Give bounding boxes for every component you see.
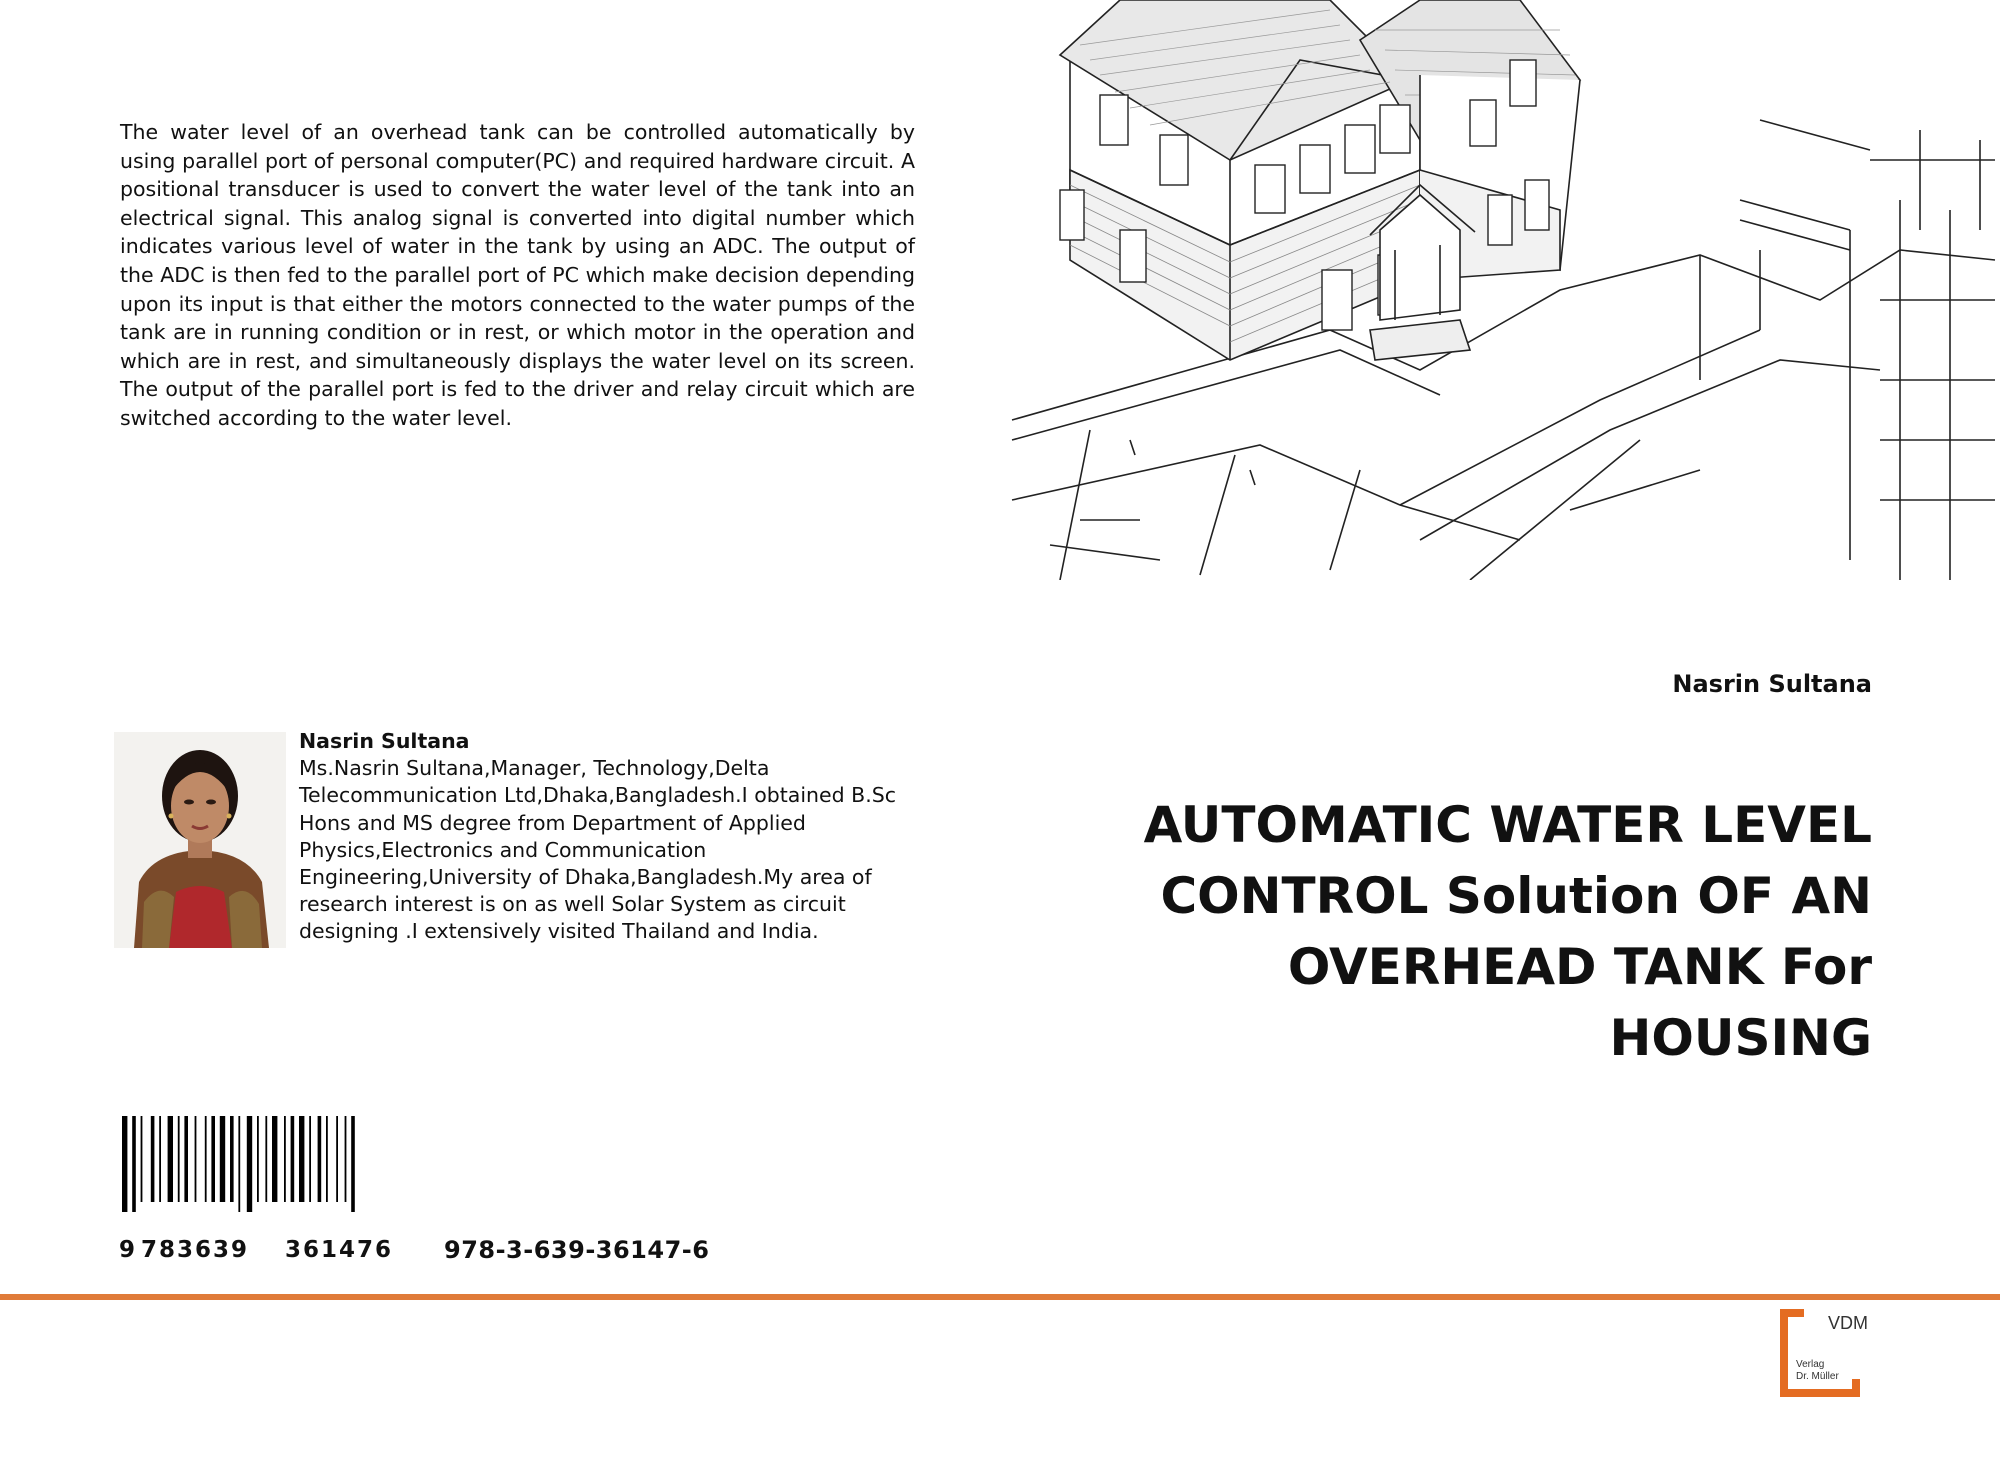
publisher-subtitle: [1796, 1359, 1839, 1383]
back-cover: [0, 0, 1000, 1300]
barcode-bar: [178, 1116, 180, 1202]
publisher-name: VDM: [1828, 1313, 1868, 1333]
barcode-bar: [151, 1116, 155, 1202]
barcode-bar: [265, 1116, 267, 1202]
front-author-name: Nasrin Sultana: [1672, 670, 1872, 698]
barcode-digits-left: 783639: [141, 1237, 250, 1263]
barcode-digit-first: 9: [119, 1237, 138, 1263]
barcode-bar: [132, 1116, 136, 1212]
barcode-digits: [119, 1237, 419, 1263]
barcode-bar: [220, 1116, 225, 1202]
barcode-bar: [284, 1116, 286, 1202]
publisher-line1: Verlag: [1796, 1359, 1825, 1370]
barcode-bar: [345, 1116, 347, 1202]
barcode-bar: [309, 1116, 311, 1202]
barcode-bar: [272, 1116, 277, 1202]
author-photo: [114, 732, 286, 948]
front-cover: [1000, 0, 2000, 1300]
book-blurb: The water level of an overhead tank can be controlled automatically by using parallel port of personal computer(PC) and required hardware circuit. A positional transducer is used to convert the water level of the tank into an electrical signal. This analog signal is converted into digital number which indicates various level of water in the tank by using an ADC. The output of the ADC is then fed to the parallel port of PC which make decision depending upon its input is that either the motors connected to the water pumps of the tank are in running condition or in rest, or which motor in the operation and which are in rest, and simultaneously displays the water level on its screen. The output of the parallel port is fed to the driver and relay circuit which are switched according to the water level.: [120, 120, 915, 430]
barcode-bar: [257, 1116, 259, 1202]
publisher-line2: Dr. Müller: [1796, 1371, 1839, 1382]
bio-author-name: Nasrin Sultana: [299, 729, 470, 753]
barcode-bar: [195, 1116, 197, 1202]
barcode-bar: [211, 1116, 215, 1202]
barcode-bar: [326, 1116, 328, 1202]
barcode-bar: [336, 1116, 338, 1202]
barcode-bar: [159, 1116, 161, 1202]
barcode: [122, 1116, 414, 1212]
bio-text: Ms.Nasrin Sultana,Manager, Technology,Delta Telecommunication Ltd,Dhaka,Bangladesh.I obtained B.Sc Hons and MS degree from Department of Applied Physics,Electronics and Communication Engineering,University of Dhaka,Bangladesh.My area of research interest is on as well Solar System as circuit designing .I extensively visited Thailand and India.: [299, 756, 897, 944]
publisher-logo: [1780, 1309, 1874, 1405]
barcode-bar: [122, 1116, 127, 1212]
barcode-digits-right: 361476: [285, 1237, 394, 1263]
barcode-bar: [230, 1116, 234, 1202]
author-bio: [299, 728, 899, 946]
barcode-bar: [351, 1116, 355, 1212]
barcode-bar: [141, 1116, 143, 1202]
house-illustration: [1000, 0, 2000, 580]
book-title: AUTOMATIC WATER LEVEL CONTROL Solution OF AN OVERHEAD TANK For HOUSING: [1143, 796, 1872, 1067]
barcode-bar: [168, 1116, 173, 1202]
barcode-bar: [205, 1116, 207, 1202]
isbn: 978-3-639-36147-6: [444, 1236, 710, 1264]
barcode-bar: [247, 1116, 252, 1212]
barcode-bar: [299, 1116, 304, 1202]
barcode-bar: [184, 1116, 188, 1202]
barcode-bar: [318, 1116, 322, 1202]
orange-divider: [0, 1294, 2000, 1300]
barcode-bar: [238, 1116, 240, 1212]
barcode-bar: [291, 1116, 295, 1202]
